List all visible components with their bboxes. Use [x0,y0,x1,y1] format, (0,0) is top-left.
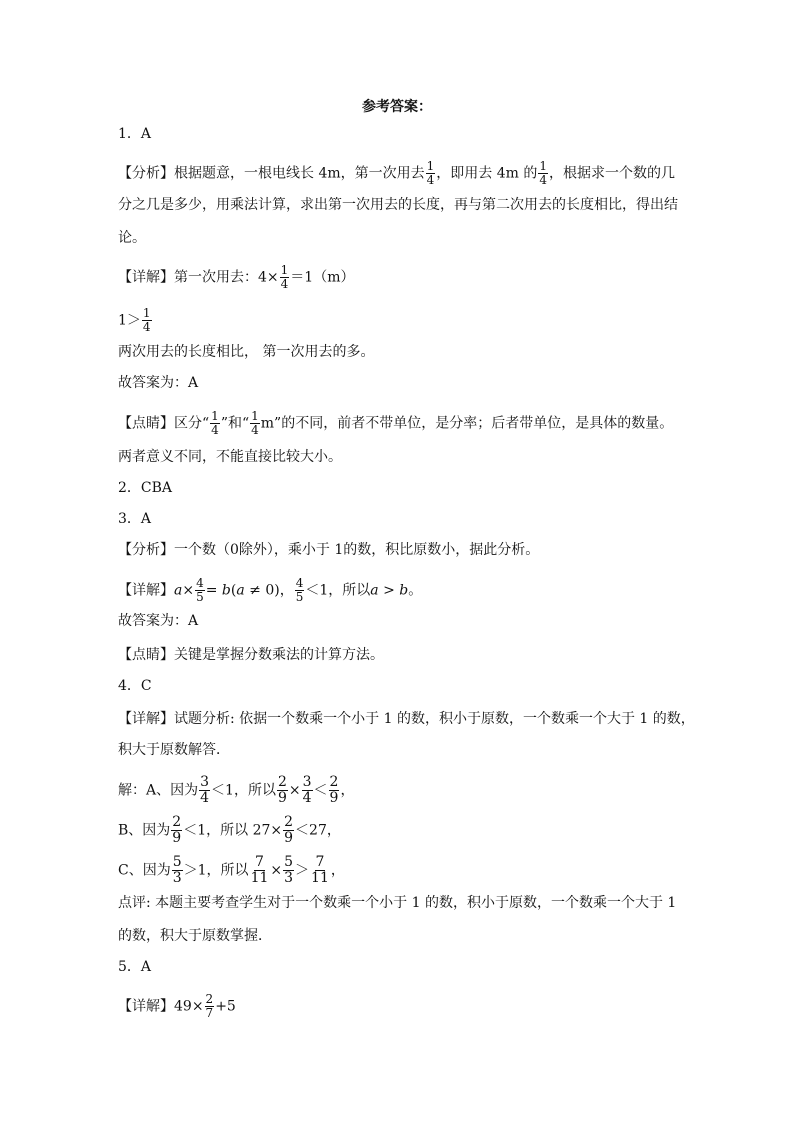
q1-compare [118,307,153,334]
fraction: $\frac{2}{9}$ [284,814,294,846]
times-sign: × [182,582,195,599]
case-text: ＜1，所以 [211,782,276,799]
detail-tag: 【详解】 [118,711,174,727]
fraction: $\frac{2}{9}$ [329,774,339,806]
analysis-tag: 【分析】 [118,542,174,558]
q3-detail [118,577,422,604]
paren: ( [230,582,237,599]
analysis-text: 根据题意，一根电线长 4m，第一次用去 [174,165,425,182]
var-a: a [174,582,183,599]
fraction: $\frac{5}{3}$ [284,854,294,886]
times-sign: × [288,782,301,799]
fraction: $\frac{2}{9}$ [277,774,287,806]
detail-tag: 【详解】 [118,582,174,599]
fraction: $\frac{7}{11}$ [311,854,329,886]
q5-detail [118,993,236,1020]
q1-detail [118,264,354,291]
note-text: 区分“ [174,415,210,432]
case-text: B、因为 [118,822,171,839]
detail-text: 试题分析: 依据一个数乘一个小于 1 的数，积小于原数，一个数乘一个大于 1 的数， [174,711,695,727]
detail-tag: 【详解】 [118,998,174,1015]
q4-case-c [118,855,345,886]
detail-text: 49× [174,998,204,1015]
q5-heading: 5．A [118,959,152,975]
case-text: ＜1，所以 27× [183,822,283,839]
q4-comment-line1: 点评: 本题主要考查学生对于一个数乘一个小于 1 的数，积小于原数，一个数乘一个大于 1 [118,895,677,911]
fraction: $\frac{4}{5}$ [295,576,304,604]
case-text: C、因为 [118,862,171,879]
q4-case-b [118,815,341,846]
q3-heading: 3．A [118,511,152,527]
fraction: $\frac{4}{5}$ [196,576,204,604]
q4-detail-line2: 积大于原数解答． [118,742,230,758]
q1-analysis [118,160,675,187]
fraction: $\frac{1}{4}$ [251,409,259,437]
note-text: 关键是掌握分数乘法的计算方法。 [174,647,384,663]
fraction: $\frac{1}{4}$ [211,409,219,437]
detail-tag: 【详解】 [118,269,174,286]
q3-answer: 故答案为：A [118,613,199,629]
note-tag: 【点睛】 [118,647,174,663]
q1-heading: 1．A [118,126,152,142]
equals-sign: = [205,582,222,599]
q4-heading: 4．C [118,678,152,694]
detail-text: ＝1（m） [290,269,355,286]
comma: ， [330,862,345,879]
fraction: $\frac{5}{3}$ [172,854,182,886]
note-text: ”和“ [220,415,250,432]
comma: ， [340,782,355,799]
note-text: m”的不同，前者不带单位，是分率；后者带单位，是具体的数量。 [260,415,674,432]
var-b: b [399,582,409,599]
detail-text: +5 [215,998,236,1015]
fraction: $\frac{1}{4}$ [280,263,289,291]
fraction: $\frac{3}{4}$ [302,774,312,806]
analysis-text: 一个数（0除外），乘小于 1的数，积比原数小，据此分析。 [174,542,540,558]
separator: ， [279,582,294,599]
times-sign: × [270,862,283,879]
less-sign: ＜ [313,782,328,799]
period: 。 [408,582,423,599]
analysis-text: ，根据求一个数的几 [549,165,676,182]
q4-comment-line2: 的数，积大于原数掌握． [118,928,272,944]
compare-text: 1＞ [118,312,141,329]
fraction: $\frac{1}{4}$ [539,159,548,187]
fraction: $\frac{7}{11}$ [250,854,269,886]
fraction: $\frac{2}{7}$ [205,992,214,1020]
q2-heading: 2．CBA [118,480,173,496]
q3-note [118,645,384,665]
var-a: a [236,582,245,599]
case-text: ＜27， [295,822,341,839]
note-tag: 【点睛】 [118,415,174,432]
case-text: 解：A、因为 [118,782,199,799]
fraction: $\frac{3}{4}$ [200,774,210,806]
q4-case-a [118,775,354,806]
q1-analysis-line2: 分之几是多少，用乘法计算，求出第一次用去的长度，再与第二次用去的长度相比，得出结 [118,197,678,213]
analysis-tag: 【分析】 [118,165,174,182]
q1-answer: 故答案为：A [118,375,199,391]
var-b: b [221,582,231,599]
detail-text: ＜1，所以 [305,582,371,599]
page-title: 参考答案： [362,99,432,115]
q4-detail [118,709,695,729]
analysis-text: ，即用去 4m 的 [436,165,538,182]
q1-note [118,410,673,437]
fraction: $\frac{1}{4}$ [426,159,435,187]
fraction: $\frac{2}{9}$ [172,814,182,846]
fraction: $\frac{1}{4}$ [142,306,151,334]
detail-text: 第一次用去：4× [174,269,279,286]
not-equal: ≠ 0) [244,582,280,599]
greater-sign: ＞ [295,862,310,879]
q3-analysis [118,540,539,560]
q1-compare-line: 两次用去的长度相比， 第一次用去的多。 [118,344,375,360]
q1-note-line2: 两者意义不同，不能直接比较大小。 [118,449,342,465]
q1-analysis-line3: 论。 [118,230,146,246]
var-a: a [370,582,379,599]
case-text: ＞1，所以 [183,862,249,879]
greater-sign: > [378,582,400,599]
